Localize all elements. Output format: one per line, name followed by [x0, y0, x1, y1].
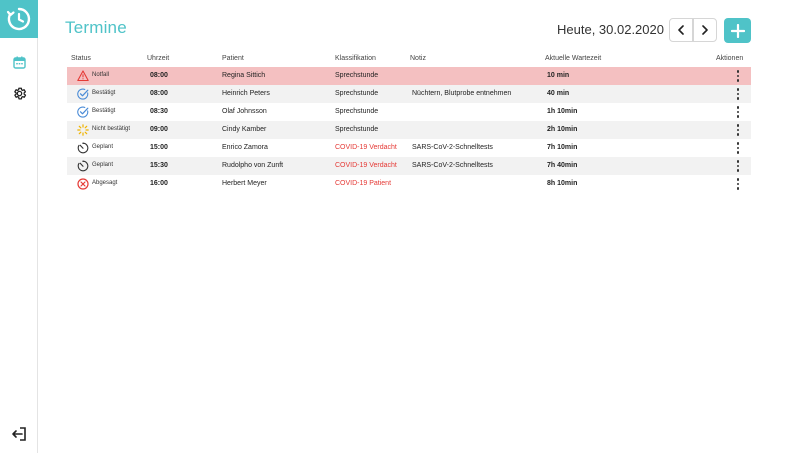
next-day-button[interactable] [693, 18, 717, 42]
app-logo[interactable] [0, 0, 38, 38]
logout-button[interactable] [9, 424, 29, 444]
note-cell: Nüchtern, Blutprobe entnehmen [412, 90, 512, 97]
status-label: Bestätigt [92, 90, 116, 96]
status-label: Abgesagt [92, 180, 118, 186]
classification-cell: Sprechstunde [335, 72, 379, 79]
wait-cell: 2h 10min [547, 126, 578, 133]
row-actions-menu-button[interactable] [735, 105, 741, 119]
patient-cell: Herbert Meyer [222, 180, 267, 187]
time-cell: 16:00 [150, 180, 168, 187]
chevron-left-icon [677, 25, 685, 35]
calendar-nav-button[interactable] [9, 52, 29, 72]
classification-cell: COVID-19 Verdacht [335, 144, 397, 151]
chevron-right-icon [701, 25, 709, 35]
calendar-icon [13, 56, 26, 69]
table-row[interactable] [67, 157, 751, 175]
column-header-wait[interactable]: Aktuelle Wartezeit [545, 55, 602, 62]
time-cell: 08:00 [150, 90, 168, 97]
table-row[interactable] [67, 103, 751, 121]
column-header-note[interactable]: Notiz [410, 55, 426, 62]
note-cell: SARS-CoV-2-Schnelltests [412, 162, 493, 169]
settings-nav-button[interactable] [9, 83, 29, 103]
classification-cell: Sprechstunde [335, 90, 379, 97]
timer-icon [77, 142, 89, 154]
row-actions-menu-button[interactable] [735, 159, 741, 173]
check-circle-icon [77, 88, 89, 100]
loading-spinner-icon [77, 124, 89, 136]
gear-icon [12, 86, 27, 101]
note-cell: SARS-CoV-2-Schnelltests [412, 144, 493, 151]
time-cell: 08:00 [150, 72, 168, 79]
patient-cell: Enrico Zamora [222, 144, 268, 151]
timer-icon [77, 160, 89, 172]
column-header-status[interactable]: Status [71, 55, 91, 62]
sidebar [0, 0, 38, 453]
wait-cell: 7h 10min [547, 144, 578, 151]
column-header-actions: Aktionen [716, 55, 744, 62]
table-row[interactable] [67, 67, 751, 85]
page-title: Termine [65, 18, 127, 37]
column-header-time[interactable]: Uhrzeit [147, 55, 170, 62]
logout-icon [11, 427, 27, 441]
plus-icon [731, 24, 745, 38]
table-row[interactable] [67, 139, 751, 157]
status-label: Geplant [92, 144, 114, 150]
patient-cell: Heinrich Peters [222, 90, 270, 97]
row-actions-menu-button[interactable] [735, 87, 741, 101]
row-actions-menu-button[interactable] [735, 123, 741, 137]
current-date: Heute, 30.02.2020 [557, 22, 664, 37]
patient-cell: Olaf Johnsson [222, 108, 267, 115]
time-cell: 15:00 [150, 144, 168, 151]
warning-icon [77, 70, 89, 82]
table-header [67, 52, 751, 67]
table-row[interactable] [67, 121, 751, 139]
time-cell: 08:30 [150, 108, 168, 115]
time-cell: 15:30 [150, 162, 168, 169]
wait-cell: 40 min [547, 90, 570, 97]
patient-cell: Regina Sittich [222, 72, 266, 79]
row-actions-menu-button[interactable] [735, 69, 741, 83]
status-label: Notfall [92, 72, 110, 78]
row-actions-menu-button[interactable] [735, 177, 741, 191]
classification-cell: Sprechstunde [335, 126, 379, 133]
classification-cell: COVID-19 Verdacht [335, 162, 397, 169]
patient-cell: Rudolpho von Zunft [222, 162, 284, 169]
add-appointment-button[interactable] [724, 18, 751, 43]
column-header-patient[interactable]: Patient [222, 55, 244, 62]
wait-cell: 7h 40min [547, 162, 578, 169]
clock-history-icon [6, 6, 32, 32]
row-actions-menu-button[interactable] [735, 141, 741, 155]
previous-day-button[interactable] [669, 18, 693, 42]
cancel-circle-icon [77, 178, 89, 190]
check-circle-icon [77, 106, 89, 118]
table-row[interactable] [67, 175, 751, 193]
status-label: Nicht bestätigt [92, 126, 131, 132]
time-cell: 09:00 [150, 126, 168, 133]
wait-cell: 8h 10min [547, 180, 578, 187]
classification-cell: COVID-19 Patient [335, 180, 392, 187]
patient-cell: Cindy Kamber [222, 126, 267, 133]
wait-cell: 1h 10min [547, 108, 578, 115]
wait-cell: 10 min [547, 72, 570, 79]
classification-cell: Sprechstunde [335, 108, 379, 115]
status-label: Bestätigt [92, 108, 116, 114]
table-row[interactable] [67, 85, 751, 103]
column-header-classification[interactable]: Klassifikation [335, 55, 376, 62]
appointments-table [67, 52, 751, 193]
status-label: Geplant [92, 162, 114, 168]
